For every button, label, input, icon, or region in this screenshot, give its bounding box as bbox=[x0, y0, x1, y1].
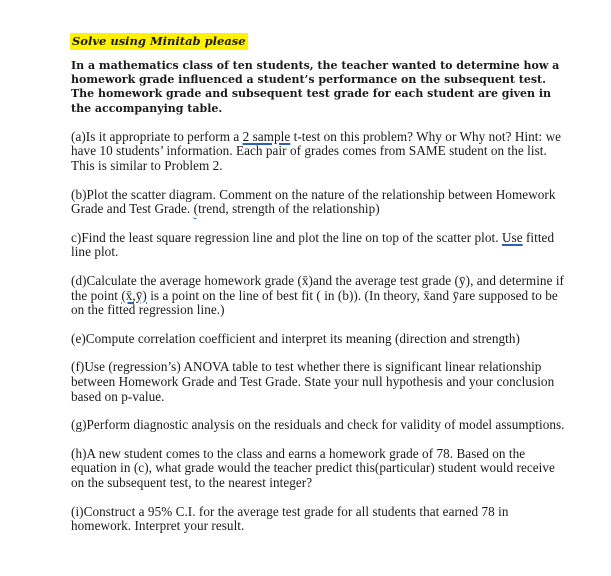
question-c-text-1: c)Find the least square regression line and plot the line on top of the scatter plot. bbox=[71, 229, 502, 245]
question-d-mean-point: (x̄,ȳ) bbox=[121, 287, 147, 303]
problem-document bbox=[71, 30, 571, 548]
question-h: (h)A new student comes to the class and earns a homework grade of 78. Based on the equation in (c), what grade would the teacher predict this(particular) student would receive on the subsequent test, to the nearest integer? bbox=[71, 445, 555, 490]
question-b-text-1: (b)Plot the scatter diagram. Comment on the nature of the relationship between Homework Grade and Test Grade. bbox=[71, 186, 556, 217]
question-b bbox=[71, 188, 571, 217]
question-d-text-1: (d)Calculate the average homework grade (x̄)and the average test grade (ȳ), and determine if the point bbox=[71, 272, 564, 303]
question-c-underlined-term: Use bbox=[501, 229, 523, 245]
instruction-banner: Solve using Minitab please bbox=[72, 34, 246, 48]
question-b-marked-paren: ( bbox=[193, 201, 199, 217]
question-d-text-2: is a point on the line of best fit ( in (b)). (In theory, x̄and ȳare supposed to be on the fitted regression line.) bbox=[71, 287, 558, 318]
problem-intro: In a mathematics class of ten students, the teacher wanted to determine how a homework grade influenced a student’s performance on the subsequent test. The homework grade and subsequent test grade for each student are given in the accompanying table. bbox=[71, 59, 560, 115]
question-a-underlined-term: 2 sample bbox=[242, 128, 291, 144]
question-f: (f)Use (regression’s) ANOVA table to test whether there is significant linear relationship between Homework Grade and Test Grade. State your null hypothesis and your conclusion based on p-value. bbox=[71, 359, 555, 404]
question-a-text-1: (a)Is it appropriate to perform a bbox=[71, 128, 243, 144]
question-i: (i)Construct a 95% C.I. for the average test grade for all students that earned 78 in homework. Interpret your result. bbox=[71, 503, 509, 534]
question-c-text-2: fitted line plot. bbox=[71, 229, 555, 260]
question-b-text-2: trend, strength of the relationship) bbox=[198, 201, 380, 217]
question-e: (e)Compute correlation coefficient and interpret its meaning (direction and strength) bbox=[71, 330, 520, 346]
question-a-text-2: t-test on this problem? Why or Why not? Hint: we have 10 students’ information. Each pair of grades comes from SAME student on the list. This is similar to Problem 2. bbox=[71, 128, 562, 173]
question-a bbox=[71, 130, 571, 174]
question-g: (g)Perform diagnostic analysis on the residuals and check for validity of model assumptions. bbox=[71, 417, 565, 433]
question-d bbox=[71, 274, 571, 318]
question-c bbox=[71, 231, 571, 260]
